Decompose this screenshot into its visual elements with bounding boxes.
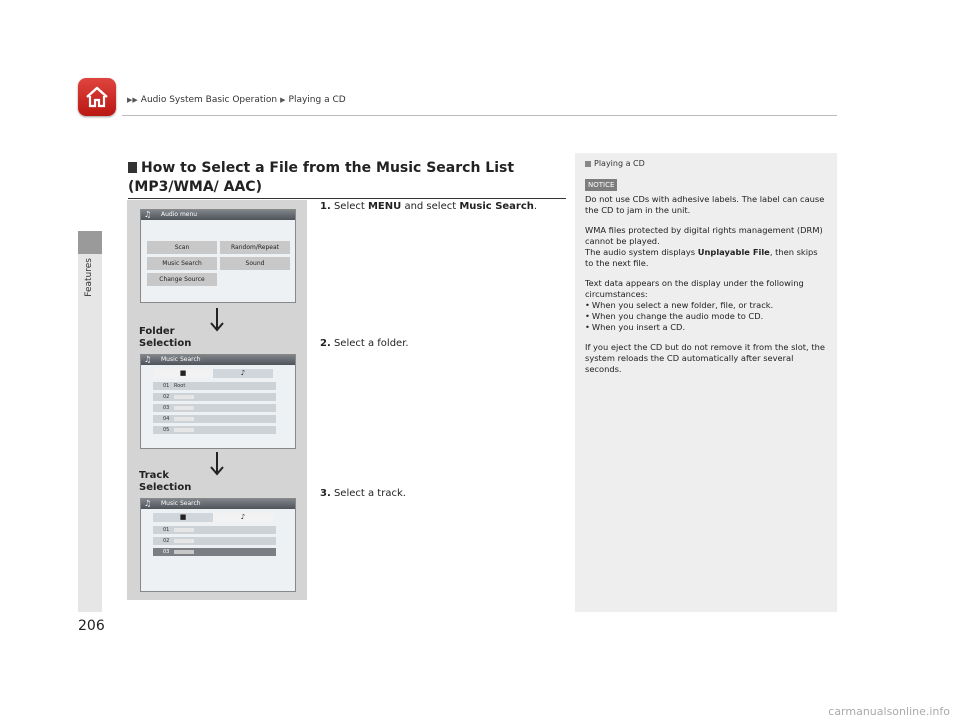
breadcrumb-current: Playing a CD bbox=[288, 95, 346, 105]
list-item[interactable] bbox=[153, 426, 276, 434]
fig-label-line: Folder bbox=[139, 326, 175, 337]
folder-search-screen bbox=[140, 354, 296, 449]
breadcrumb-arrow-icon: ▶▶ bbox=[127, 96, 138, 104]
screen-title: Music Search bbox=[161, 356, 201, 363]
folder-selection-label bbox=[139, 326, 191, 350]
sidebar-text: WMA files protected by digital rights management (DRM) cannot be played. bbox=[585, 225, 823, 246]
heading-square-icon bbox=[128, 162, 137, 173]
row-label-blur bbox=[174, 395, 194, 399]
row-label: Root bbox=[174, 383, 186, 389]
list-item[interactable] bbox=[153, 526, 276, 534]
fig-label-line: Track bbox=[139, 470, 169, 481]
chapter-sidebar bbox=[78, 254, 102, 612]
track-search-screen bbox=[140, 498, 296, 592]
step-number: 2. bbox=[320, 338, 331, 349]
tab-track[interactable]: ♪ bbox=[213, 369, 273, 378]
row-label-blur bbox=[174, 528, 194, 532]
music-note-icon: ♫ bbox=[144, 210, 152, 219]
music-note-icon: ♫ bbox=[144, 499, 152, 508]
breadcrumb bbox=[127, 95, 346, 105]
row-label-blur bbox=[174, 539, 194, 543]
heading-divider bbox=[128, 198, 566, 199]
home-icon bbox=[84, 84, 110, 110]
change-source-button[interactable]: Change Source bbox=[147, 273, 217, 286]
page-number: 206 bbox=[78, 618, 105, 634]
sidebar-paragraph: If you eject the CD but do not remove it from the slot, the system reloads the CD automatically after several seconds. bbox=[585, 342, 825, 374]
breadcrumb-arrow-icon: ▶ bbox=[280, 96, 286, 104]
list-item-selected[interactable] bbox=[153, 548, 276, 556]
footer-watermark: carmanualsonline.info bbox=[828, 705, 950, 718]
row-number: 01 bbox=[163, 527, 170, 533]
sidebar-paragraph: Do not use CDs with adhesive labels. The label can cause the CD to jam in the unit. bbox=[585, 194, 825, 215]
sidebar-bold: Unplayable File bbox=[697, 247, 770, 257]
audio-menu-screen bbox=[140, 209, 296, 303]
step-number: 3. bbox=[320, 488, 331, 499]
bullet-item: • When you insert a CD. bbox=[585, 322, 685, 332]
row-number: 03 bbox=[163, 549, 170, 555]
reference-icon bbox=[585, 161, 591, 167]
row-label-blur bbox=[174, 406, 194, 410]
music-search-button[interactable]: Music Search bbox=[147, 257, 217, 270]
step-2 bbox=[320, 338, 409, 349]
sidebar-body bbox=[585, 194, 827, 375]
sidebar-text: Text data appears on the display under the following circumstances: bbox=[585, 278, 804, 299]
screen-title: Music Search bbox=[161, 500, 201, 507]
chapter-tab[interactable] bbox=[78, 231, 102, 254]
row-number: 02 bbox=[163, 538, 170, 544]
notice-badge: NOTICE bbox=[585, 179, 617, 191]
step-bold-menu: MENU bbox=[367, 201, 402, 212]
section-heading bbox=[128, 159, 568, 197]
random-repeat-button[interactable]: Random/Repeat bbox=[220, 241, 290, 254]
scan-button[interactable]: Scan bbox=[147, 241, 217, 254]
track-selection-label bbox=[139, 470, 191, 494]
sidebar-paragraph bbox=[585, 278, 827, 333]
screen-title: Audio menu bbox=[161, 211, 198, 218]
sound-button[interactable]: Sound bbox=[220, 257, 290, 270]
info-sidebar bbox=[575, 153, 837, 612]
step-number: 1. bbox=[320, 201, 331, 212]
home-button[interactable] bbox=[78, 78, 116, 116]
screen-titlebar bbox=[141, 210, 295, 220]
tab-folder[interactable]: ■ bbox=[153, 513, 213, 522]
step-text: . bbox=[533, 201, 538, 212]
sidebar-text: , then skips to the next file. bbox=[585, 247, 818, 268]
sidebar-title bbox=[585, 159, 827, 168]
breadcrumb-link-audio[interactable]: Audio System Basic Operation bbox=[140, 95, 278, 105]
list-item[interactable] bbox=[153, 382, 276, 390]
list-item[interactable] bbox=[153, 393, 276, 401]
list-item[interactable] bbox=[153, 404, 276, 412]
sidebar-paragraph bbox=[585, 225, 827, 269]
search-tabs bbox=[153, 513, 273, 522]
step-3 bbox=[320, 488, 406, 499]
tab-track[interactable]: ♪ bbox=[213, 513, 273, 522]
list-item[interactable] bbox=[153, 537, 276, 545]
fig-label-line: Selection bbox=[139, 338, 192, 349]
step-bold-music-search: Music Search bbox=[459, 201, 534, 212]
row-number: 04 bbox=[163, 416, 170, 422]
search-tabs bbox=[153, 369, 273, 378]
music-note-icon: ♫ bbox=[144, 355, 152, 364]
screen-titlebar bbox=[141, 355, 295, 365]
row-number: 05 bbox=[163, 427, 170, 433]
sidebar-text: The audio system displays bbox=[585, 247, 698, 257]
arrow-down-icon bbox=[210, 308, 224, 332]
row-number: 01 bbox=[163, 383, 170, 389]
step-text: and select bbox=[401, 201, 460, 212]
step-text: Select a track. bbox=[333, 488, 406, 499]
screen-titlebar bbox=[141, 499, 295, 509]
fig-label-line: Selection bbox=[139, 482, 192, 493]
bullet-item: • When you change the audio mode to CD. bbox=[585, 311, 763, 321]
header-divider bbox=[122, 115, 837, 116]
row-label-blur bbox=[174, 428, 194, 432]
row-number: 03 bbox=[163, 405, 170, 411]
bullet-item: • When you select a new folder, file, or track. bbox=[585, 300, 773, 310]
sidebar-title-text: Playing a CD bbox=[594, 159, 645, 168]
step-1 bbox=[320, 201, 537, 212]
step-text: Select bbox=[333, 201, 368, 212]
tab-folder[interactable]: ■ bbox=[153, 369, 213, 378]
chapter-label: Features bbox=[84, 258, 94, 297]
arrow-down-icon bbox=[210, 452, 224, 476]
step-text: Select a folder. bbox=[333, 338, 409, 349]
list-item[interactable] bbox=[153, 415, 276, 423]
row-label-blur bbox=[174, 550, 194, 554]
row-number: 02 bbox=[163, 394, 170, 400]
section-title: How to Select a File from the Music Search List (MP3/WMA/ AAC) bbox=[128, 160, 515, 195]
row-label-blur bbox=[174, 417, 194, 421]
